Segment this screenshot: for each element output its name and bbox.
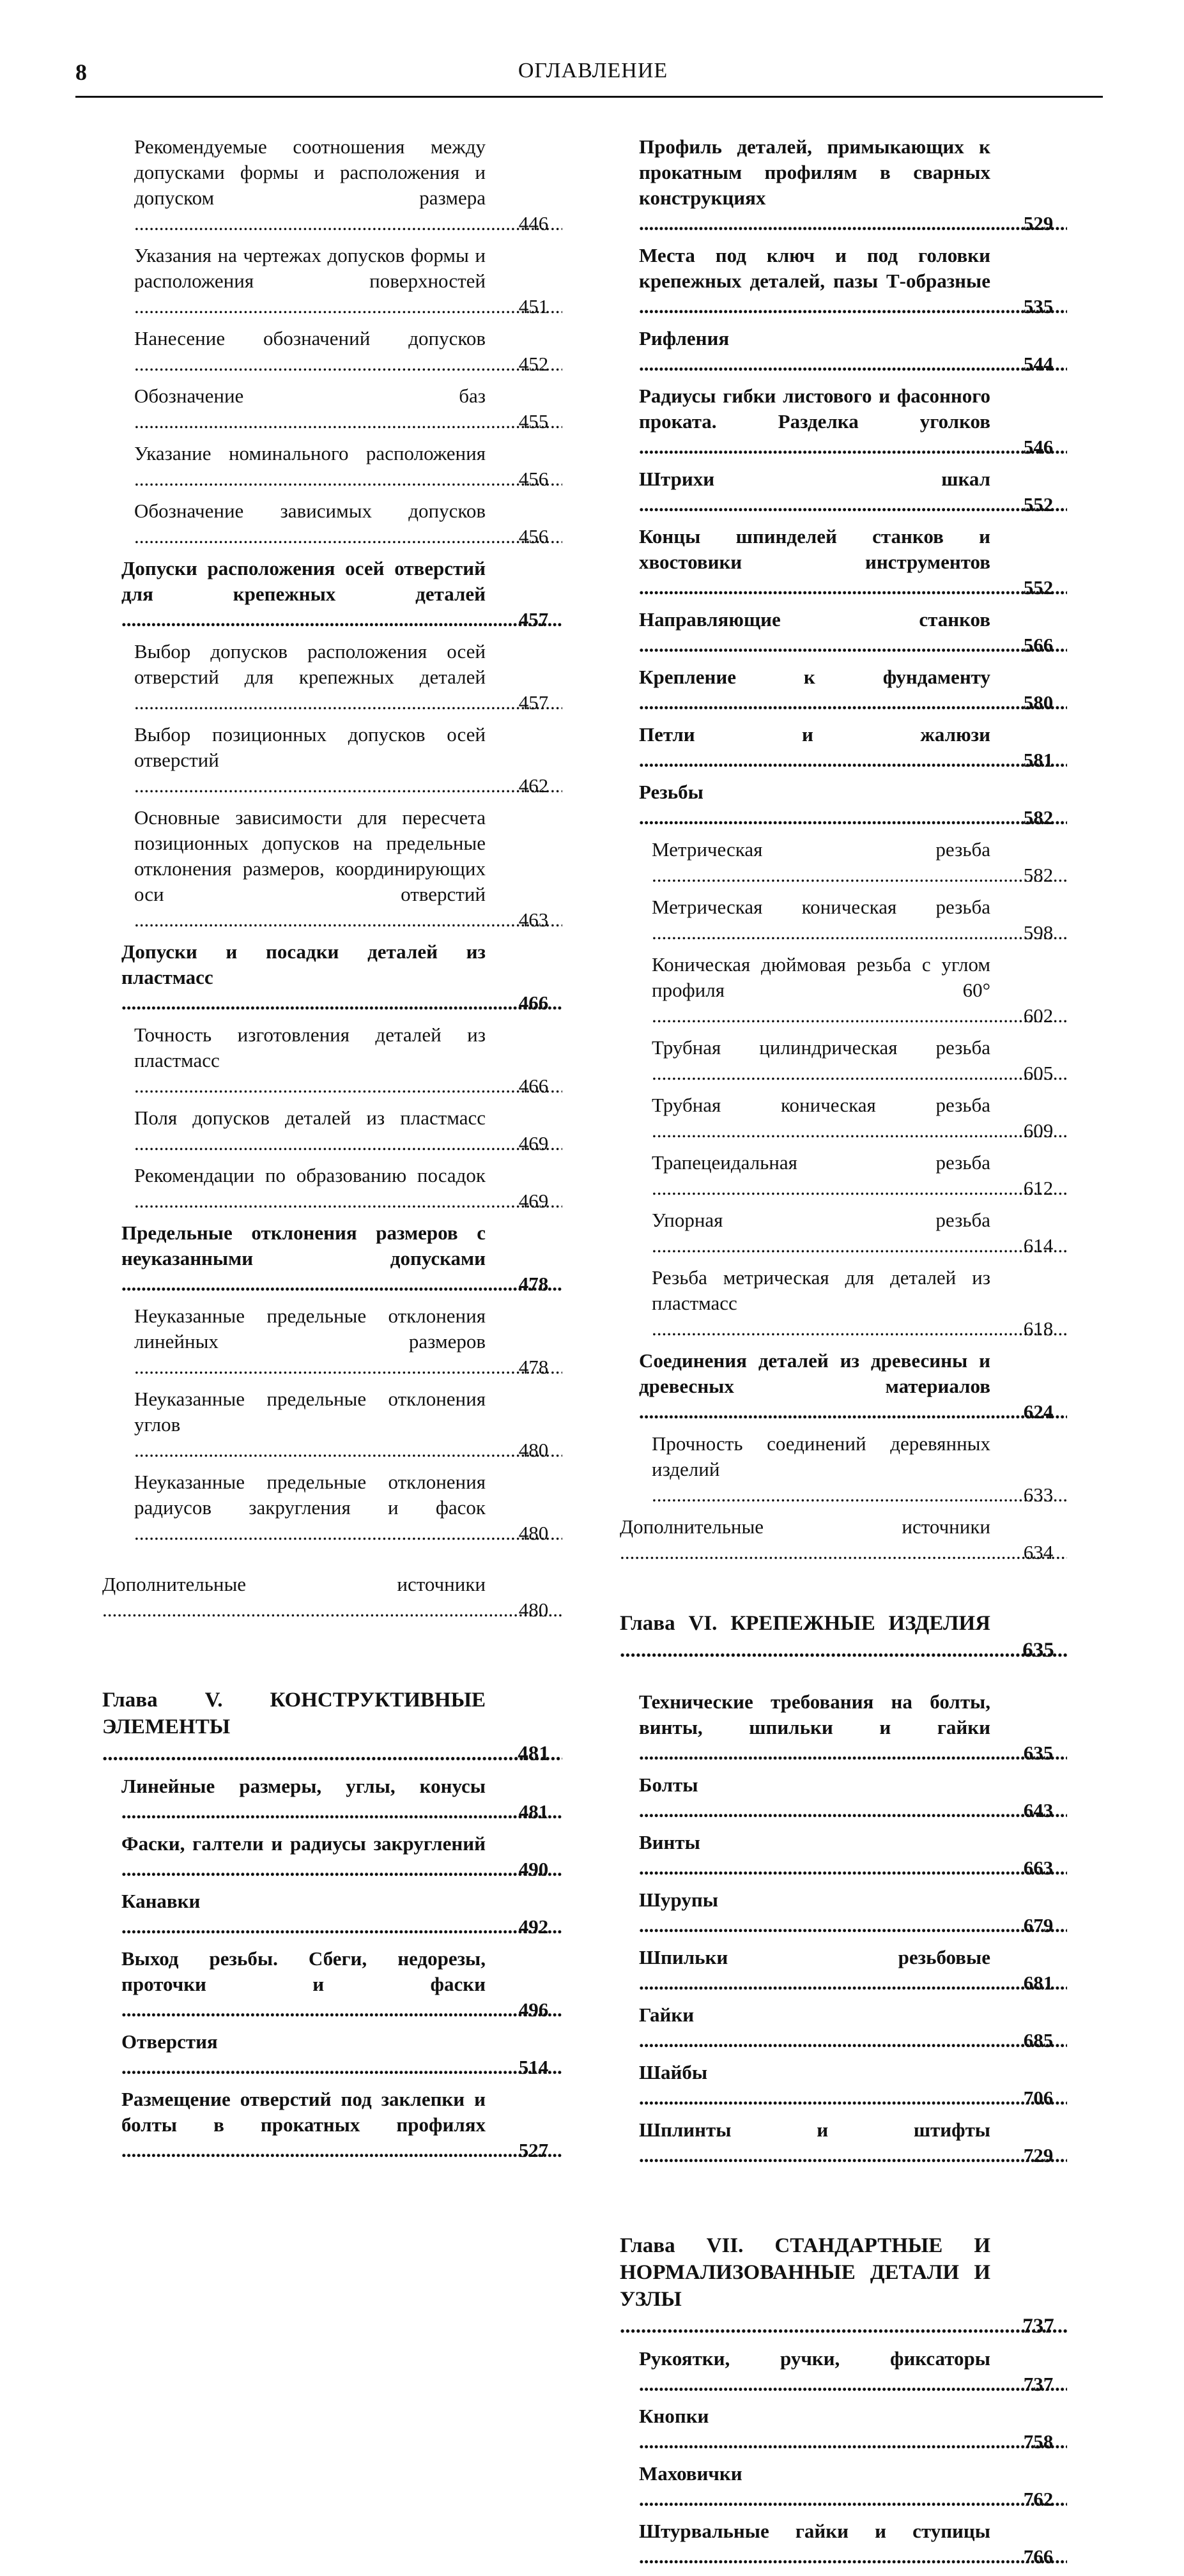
toc-entry-page: 612 (1023, 1177, 1054, 1199)
toc-entry-title: Глава VII. СТАНДАРТНЫЕ И НОРМАЛИЗОВАННЫЕ ДЕТАЛИ И УЗЛЫ (620, 2234, 990, 2311)
toc-entry-page: 635 (1023, 1742, 1054, 1764)
toc-entry-page: 527 (518, 2139, 549, 2161)
toc-entry[interactable] (620, 2117, 1067, 2168)
toc-entry-title: Неуказанные предельные отклонения линейных размеров (134, 1305, 486, 1353)
toc-entry[interactable] (102, 1105, 562, 1156)
toc-entry-page: 737 (1023, 2373, 1054, 2395)
toc-entry-page: 481 (518, 1800, 549, 1823)
toc-entry-title: Соединения деталей из древесины и древесных материалов (639, 1349, 990, 1397)
dot-leader (134, 774, 562, 797)
toc-entry-page: 681 (1023, 1972, 1054, 1994)
toc-entry-title: Фаски, галтели и радиусы закруглений (121, 1832, 486, 1855)
toc-entry-page: 466 (518, 992, 549, 1014)
toc-entry[interactable] (620, 1830, 1067, 1881)
dot-leader (639, 2488, 1067, 2510)
toc-chapter-entry[interactable] (102, 1687, 562, 1767)
dot-leader (639, 2545, 1067, 2568)
dot-leader (639, 1742, 1067, 1764)
toc-entry-title: Точность изготовления деталей из пластмасс (134, 1023, 486, 1071)
toc-entry[interactable] (620, 1348, 1067, 1425)
toc-entry[interactable] (102, 1831, 562, 1882)
dot-leader (639, 634, 1067, 656)
dot-leader (639, 295, 1067, 318)
toc-entry-title: Выбор допусков расположения осей отверстий для крепежных деталей (134, 640, 486, 688)
toc-entry[interactable] (620, 1035, 1067, 1086)
dot-leader (121, 992, 562, 1014)
toc-entry-page: 492 (518, 1915, 549, 1938)
toc-entry[interactable] (620, 1092, 1067, 1144)
toc-entry-page: 457 (518, 608, 549, 631)
toc-entry-title: Шплинты и штифты (639, 2119, 990, 2141)
toc-entry-title: Гайки (639, 2004, 695, 2026)
dot-leader (134, 1522, 562, 1544)
dot-leader (134, 212, 562, 234)
toc-entry-title: Неуказанные предельные отклонения углов (134, 1388, 486, 1436)
toc-entry-page: 456 (518, 468, 549, 490)
toc-entry[interactable] (102, 1220, 562, 1297)
toc-entry-title: Рифления (639, 327, 730, 349)
toc-entry-title: Рукоятки, ручки, фиксаторы (639, 2347, 990, 2370)
toc-entry-page: 706 (1023, 2087, 1054, 2109)
toc-entry[interactable] (620, 326, 1067, 377)
toc-entry-page: 490 (518, 1858, 549, 1880)
dot-leader (620, 1639, 1067, 1662)
toc-entry-title: Обозначение баз (134, 385, 486, 407)
toc-entry[interactable] (620, 2060, 1067, 2111)
dot-leader (639, 2029, 1067, 2051)
dot-leader (639, 2144, 1067, 2166)
toc-entry-title: Трубная коническая резьба (652, 1094, 990, 1116)
toc-entry-page: 566 (1023, 634, 1054, 656)
dot-leader (121, 2139, 562, 2161)
toc-entry-title: Нанесение обозначений допусков (134, 327, 486, 349)
toc-entry[interactable] (102, 1469, 562, 1546)
dot-leader (639, 1857, 1067, 1879)
dot-leader (134, 1132, 562, 1154)
toc-entry-title: Шурупы (639, 1889, 718, 1911)
toc-entry[interactable] (620, 243, 1067, 319)
toc-entry-title: Петли и жалюзи (639, 723, 990, 746)
toc-entry[interactable] (620, 607, 1067, 658)
toc-entry[interactable] (620, 466, 1067, 518)
dot-leader (121, 1858, 562, 1880)
toc-entry-page: 469 (518, 1190, 549, 1212)
dot-leader (652, 1177, 1067, 1199)
toc-entry-title: Рекомендации по образованию посадок (134, 1164, 486, 1186)
toc-entry[interactable] (102, 1386, 562, 1463)
dot-leader (102, 1598, 562, 1621)
toc-entry-title: Указание номинального расположения (134, 442, 486, 464)
toc-entry[interactable] (102, 1889, 562, 1940)
toc-entry[interactable] (620, 2404, 1067, 2455)
toc-entry[interactable] (102, 1774, 562, 1825)
toc-entry[interactable] (102, 441, 562, 492)
toc-entry-page: 462 (518, 774, 549, 797)
toc-entry[interactable] (620, 2461, 1067, 2512)
toc-entry-page: 582 (1023, 806, 1054, 829)
toc-entry-title: Предельные отклонения размеров с неуказанными допусками (121, 1222, 486, 1269)
toc-entry[interactable] (620, 837, 1067, 888)
dot-leader (639, 2373, 1067, 2395)
toc-entry-title: Резьбы (639, 781, 703, 803)
toc-entry-page: 635 (1022, 1639, 1054, 1662)
page-title: ОГЛАВЛЕНИЕ (518, 59, 668, 82)
toc-entry-title: Основные зависимости для пересчета позиционных допусков на предельные отклонения размеров, координирующих оси отверстий (134, 806, 486, 905)
toc-entry[interactable] (620, 2346, 1067, 2397)
dot-leader (652, 864, 1067, 886)
toc-entry[interactable] (102, 498, 562, 549)
toc-entry-title: Резьба метрическая для деталей из пластмасс (652, 1266, 990, 1314)
toc-entry[interactable] (102, 939, 562, 1016)
toc-spacer (102, 1552, 562, 1572)
dot-leader (134, 410, 562, 433)
dot-leader (620, 2315, 1067, 2338)
dot-leader (639, 806, 1067, 829)
toc-entry-page: 758 (1023, 2430, 1054, 2453)
dot-leader (134, 468, 562, 490)
toc-entry[interactable] (620, 1887, 1067, 1938)
toc-entry-title: Выход резьбы. Сбеги, недорезы, проточки и фаски (121, 1947, 486, 1995)
toc-column-right (620, 134, 1067, 2576)
toc-entry-title: Канавки (121, 1890, 201, 1912)
dot-leader (639, 353, 1067, 375)
dot-leader (121, 608, 562, 631)
dot-leader (134, 1356, 562, 1378)
toc-entry-page: 737 (1022, 2315, 1054, 2338)
toc-entry-page: 634 (1023, 1541, 1054, 1563)
toc-entry-title: Отверстия (121, 2030, 218, 2053)
toc-entry-title: Указания на чертежах допусков формы и расположения поверхностей (134, 244, 486, 292)
header-divider (75, 96, 1103, 98)
toc-entry-page: 729 (1023, 2144, 1054, 2166)
toc-entry-title: Концы шпинделей станков и хвостовики инструментов (639, 525, 990, 573)
toc-entry-page: 478 (518, 1356, 549, 1378)
dot-leader (134, 1190, 562, 1212)
toc-entry-title: Дополнительные источники (102, 1573, 486, 1595)
toc-chapter-entry[interactable] (620, 1610, 1067, 1664)
dot-leader (652, 1234, 1067, 1257)
toc-entry-page: 679 (1023, 1914, 1054, 1936)
toc-entry[interactable] (102, 556, 562, 632)
toc-entry-title: Рекомендуемые соотношения между допусками формы и расположения и допуском размера (134, 135, 486, 209)
toc-entry-page: 481 (518, 1742, 550, 1765)
dot-leader (639, 2430, 1067, 2453)
toc-entry-page: 598 (1023, 921, 1054, 944)
toc-entry-page: 496 (518, 1998, 549, 2021)
toc-column-left (102, 134, 562, 2170)
dot-leader (121, 1273, 562, 1295)
dot-leader (121, 1998, 562, 2021)
toc-entry-page: 544 (1023, 353, 1054, 375)
toc-entry-page: 663 (1023, 1857, 1054, 1879)
toc-entry-page: 762 (1023, 2488, 1054, 2510)
toc-entry-page: 552 (1023, 576, 1054, 599)
toc-entry-page: 685 (1023, 2029, 1054, 2051)
toc-entry[interactable] (620, 134, 1067, 236)
toc-entry-page: 480 (518, 1439, 549, 1461)
toc-entry-title: Упорная резьба (652, 1209, 990, 1231)
toc-entry-title: Поля допусков деталей из пластмасс (134, 1107, 486, 1129)
toc-entry-page: 463 (518, 908, 549, 931)
toc-entry[interactable] (102, 1022, 562, 1099)
toc-entry-title: Допуски и посадки деталей из пластмасс (121, 940, 486, 988)
dot-leader (639, 576, 1067, 599)
toc-entry-page: 552 (1023, 493, 1054, 516)
toc-spacer (620, 1670, 1067, 1689)
toc-entry-title: Места под ключ и под головки крепежных деталей, пазы Т-образные (639, 244, 990, 292)
toc-spacer (620, 2175, 1067, 2232)
page-header (75, 59, 1111, 97)
toc-entry-page: 618 (1023, 1317, 1054, 1340)
toc-entry-page: 469 (518, 1132, 549, 1154)
dot-leader (121, 1800, 562, 1823)
toc-entry-page: 609 (1023, 1119, 1054, 1142)
toc-entry-page: 457 (518, 691, 549, 714)
toc-entry-title: Трубная цилиндрическая резьба (652, 1036, 990, 1059)
toc-entry-page: 580 (1023, 691, 1054, 714)
toc-entry-page: 455 (518, 410, 549, 433)
toc-entry-title: Крепление к фундаменту (639, 666, 990, 688)
toc-entry[interactable] (102, 639, 562, 716)
toc-entry[interactable] (102, 722, 562, 799)
dot-leader (652, 1119, 1067, 1142)
dot-leader (639, 436, 1067, 458)
toc-entry-page: 633 (1023, 1483, 1054, 1506)
toc-entry[interactable] (620, 524, 1067, 601)
toc-entry[interactable] (102, 243, 562, 319)
toc-entry[interactable] (620, 1689, 1067, 1766)
toc-entry[interactable] (102, 1163, 562, 1214)
toc-entry[interactable] (102, 2029, 562, 2080)
toc-entry-page: 480 (518, 1522, 549, 1544)
toc-entry-title: Дополнительные источники (620, 1515, 990, 1538)
toc-entry-title: Обозначение зависимых допусков (134, 500, 486, 522)
toc-spacer (102, 1629, 562, 1687)
toc-entry-title: Профиль деталей, примыкающих к прокатным профилям в сварных конструкциях (639, 135, 990, 209)
toc-entry[interactable] (102, 805, 562, 933)
toc-entry-title: Шайбы (639, 2061, 708, 2083)
toc-entry-page: 446 (518, 212, 549, 234)
toc-entry[interactable] (620, 894, 1067, 946)
toc-entry[interactable] (620, 1208, 1067, 1259)
toc-entry[interactable] (102, 383, 562, 434)
toc-entry-title: Линейные размеры, углы, конусы (121, 1775, 486, 1797)
dot-leader (652, 1317, 1067, 1340)
dot-leader (652, 1004, 1067, 1027)
toc-entry[interactable] (620, 664, 1067, 716)
toc-entry-title: Метрическая резьба (652, 838, 990, 861)
dot-leader (134, 691, 562, 714)
dot-leader (639, 749, 1067, 771)
toc-entry-page: 456 (518, 525, 549, 548)
toc-entry-page: 514 (518, 2056, 549, 2078)
toc-entry-title: Глава VI. КРЕПЕЖНЫЕ ИЗДЕЛИЯ (620, 1612, 990, 1635)
toc-entry[interactable] (620, 1514, 1067, 1565)
dot-leader (134, 1075, 562, 1097)
toc-entry-page: 614 (1023, 1234, 1054, 1257)
dot-leader (134, 525, 562, 548)
toc-entry-title: Трапецеидальная резьба (652, 1151, 990, 1174)
page-number: 8 (75, 59, 87, 85)
toc-entry-page: 478 (518, 1273, 549, 1295)
toc-entry[interactable] (102, 1946, 562, 2023)
toc-entry[interactable] (620, 1265, 1067, 1342)
dot-leader (639, 493, 1067, 516)
dot-leader (652, 1062, 1067, 1084)
toc-entry-title: Допуски расположения осей отверстий для крепежных деталей (121, 557, 486, 605)
toc-entry[interactable] (620, 722, 1067, 773)
toc-entry[interactable] (102, 1572, 562, 1623)
dot-leader (639, 2087, 1067, 2109)
toc-entry-title: Маховички (639, 2462, 742, 2485)
toc-entry-page: 605 (1023, 1062, 1054, 1084)
toc-entry-title: Выбор позиционных допусков осей отверстий (134, 723, 486, 771)
toc-entry-title: Метрическая коническая резьба (652, 896, 990, 918)
dot-leader (121, 2056, 562, 2078)
toc-entry-title: Штурвальные гайки и ступицы (639, 2520, 990, 2542)
toc-entry[interactable] (102, 326, 562, 377)
dot-leader (134, 295, 562, 318)
toc-entry-page: 451 (518, 295, 549, 318)
dot-leader (639, 1799, 1067, 1821)
toc-entry-title: Кнопки (639, 2405, 709, 2427)
toc-entry-title: Глава V. КОНСТРУКТИВНЫЕ ЭЛЕМЕНТЫ (102, 1689, 486, 1738)
toc-entry-page: 766 (1023, 2545, 1054, 2568)
toc-entry-page: 602 (1023, 1004, 1054, 1027)
toc-entry[interactable] (102, 1303, 562, 1380)
toc-entry[interactable] (620, 2002, 1067, 2053)
dot-leader (102, 1742, 562, 1765)
toc-entry-page: 546 (1023, 436, 1054, 458)
toc-entry[interactable] (620, 1945, 1067, 1996)
toc-entry-page: 582 (1023, 864, 1054, 886)
toc-entry-title: Винты (639, 1831, 700, 1853)
toc-chapter-entry[interactable] (620, 2232, 1067, 2340)
toc-entry-title: Штрихи шкал (639, 468, 990, 490)
dot-leader (121, 1915, 562, 1938)
toc-entry-title: Направляющие станков (639, 608, 990, 631)
toc-entry-title: Прочность соединений деревянных изделий (652, 1432, 990, 1480)
dot-leader (134, 908, 562, 931)
toc-entry-title: Коническая дюймовая резьба с углом профиля 60° (652, 953, 990, 1001)
toc-entry-page: 452 (518, 353, 549, 375)
dot-leader (652, 921, 1067, 944)
toc-entry[interactable] (102, 2087, 562, 2163)
dot-leader (639, 212, 1067, 234)
toc-entry-page: 535 (1023, 295, 1054, 318)
toc-entry-title: Размещение отверстий под заклепки и болты в прокатных профилях (121, 2088, 486, 2136)
dot-leader (639, 1400, 1067, 1423)
toc-entry-page: 466 (518, 1075, 549, 1097)
toc-entry[interactable] (620, 2518, 1067, 2570)
toc-entry[interactable] (620, 1772, 1067, 1823)
toc-entry[interactable] (102, 134, 562, 236)
toc-entry-page: 480 (518, 1598, 549, 1621)
dot-leader (134, 1439, 562, 1461)
dot-leader (639, 691, 1067, 714)
dot-leader (134, 353, 562, 375)
toc-spacer (620, 1572, 1067, 1610)
toc-entry-title: Шпильки резьбовые (639, 1946, 990, 1968)
dot-leader (639, 1972, 1067, 1994)
toc-entry-title: Технические требования на болты, винты, шпильки и гайки (639, 1690, 990, 1738)
dot-leader (652, 1483, 1067, 1506)
toc-entry-page: 581 (1023, 749, 1054, 771)
dot-leader (620, 1541, 1067, 1563)
toc-entry[interactable] (620, 383, 1067, 460)
toc-entry[interactable] (620, 779, 1067, 831)
toc-entry-title: Неуказанные предельные отклонения радиусов закругления и фасок (134, 1471, 486, 1519)
toc-entry-title: Радиусы гибки листового и фасонного проката. Разделка уголков (639, 385, 990, 433)
toc-entry-title: Болты (639, 1774, 698, 1796)
toc-entry[interactable] (620, 952, 1067, 1029)
toc-entry-page: 529 (1023, 212, 1054, 234)
toc-entry-page: 643 (1023, 1799, 1054, 1821)
toc-entry-page: 624 (1023, 1400, 1054, 1423)
toc-entry[interactable] (620, 1431, 1067, 1508)
dot-leader (639, 1914, 1067, 1936)
toc-entry[interactable] (620, 1150, 1067, 1201)
